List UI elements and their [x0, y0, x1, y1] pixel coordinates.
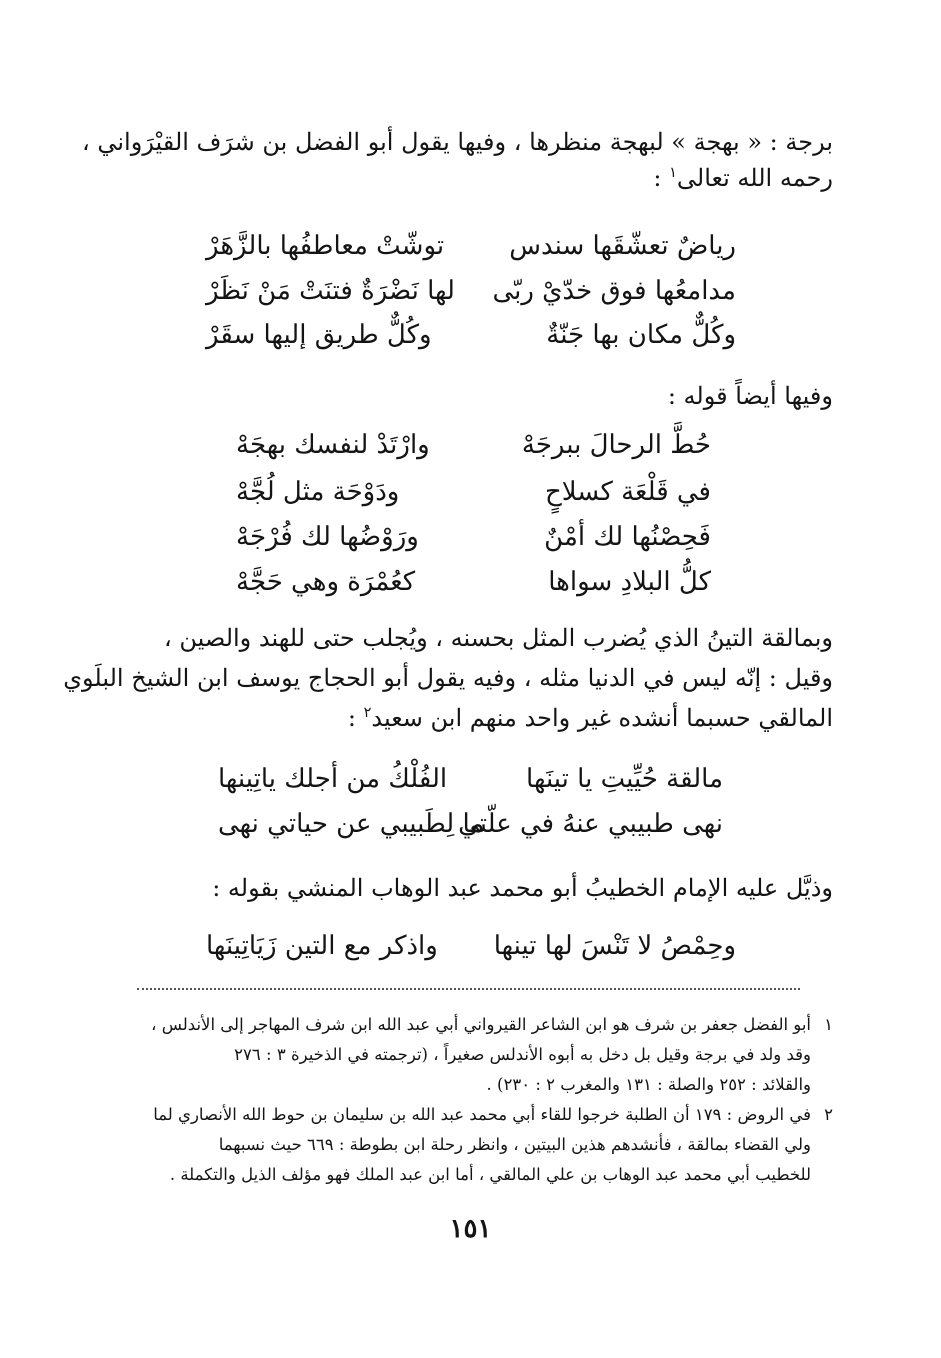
poem3-hemistich-first: مالقة حُيِّيتِ يا تينَها [526, 764, 723, 794]
poem4-hemistich-second: واذكر مع التين زَيَاتِينَها [206, 931, 438, 961]
poem2-hemistich-second: ورَوْضُها لك فُرْجَهْ [236, 522, 419, 552]
intro-paragraph [82, 124, 833, 196]
footnote-line: للخطيب أبي محمد عبد الوهاب بن علي المالقي ، أما ابن عبد الملك فهو مؤلف الذيل والتكملة . [169, 1165, 811, 1184]
poem3-hemistich-second: الفُلْكُ من أجلك ياتِينها [218, 764, 448, 794]
figs-line-3-text: المالقي حسبما أنشده غير واحد منهم ابن سعيد [371, 704, 833, 732]
poem2-hemistich-second: وارْتَدْ لنفسك بهجَهْ [236, 430, 430, 460]
intro-line-1: برجة : « بهجة » لبهجة منظرها ، وفيها يقول أبو الفضل بن شرَف القيْرَواني ، [82, 128, 833, 156]
poem1-verse [206, 270, 736, 312]
poem2-hemistich-first: فَحِصْنُها لك أمْنٌ [544, 522, 711, 552]
poem1-hemistich-second: توشّتْ معاطفُها بالزَّهَرْ [206, 231, 445, 261]
intro-line-2-text: رحمه الله تعالى [676, 164, 833, 192]
poem2-verse [236, 516, 711, 558]
intro3-line: وذيَّل عليه الإمام الخطيبُ أبو محمد عبد الوهاب المنشي بقوله : [212, 874, 833, 902]
poem1-hemistich-first: رياضٌ تعشّقَها سندس [509, 231, 736, 261]
figs-line-1: وبمالقة التينُ الذي يُضرب المثل بحسنه ، ويُجلب حتى للهند والصين ، [164, 624, 833, 652]
poem3-verse [218, 803, 723, 845]
figs-line-2: وقيل : إنّه ليس في الدنيا مثله ، وفيه يقول أبو الحجاج يوسف ابن الشيخ البلَوي [63, 664, 833, 692]
intro-line-2 [133, 160, 833, 196]
footnote-ref-1: ١ [669, 165, 677, 181]
poem2-verse [236, 471, 711, 513]
footnote-2 [133, 1100, 833, 1190]
intro2-line: وفيها أيضاً قوله : [667, 382, 833, 410]
poem3-hemistich-first: نهى طبيبي عنهُ في علّتي [458, 809, 723, 839]
footnote-line: والقلائد : ٢٥٢ والصلة : ١٣١ والمغرب ٢ : ٢٣٠) . [486, 1075, 811, 1094]
footnote-line [133, 1010, 833, 1040]
page-number: ١٥١ [449, 1214, 492, 1244]
footnote-number: ٢ [824, 1105, 833, 1124]
poem1-hemistich-first: وكُلٌّ مكان بها جَنّةٌ [546, 320, 736, 350]
footnote-divider [137, 988, 800, 990]
poem2-hemistich-first: كلُّ البلادِ سواها [548, 567, 711, 597]
poem3-hemistich-second: ما لِطَبيبي عن حياتي نهى [218, 809, 485, 839]
footnote-ref-2: ٢ [363, 705, 372, 721]
poem1-hemistich-second: لها نَضْرَةٌ فتنَتْ مَنْ نَظَرْ [206, 276, 455, 306]
poem2-verse [236, 561, 711, 603]
footnote-number: ١ [824, 1015, 833, 1034]
poem3-verse [218, 758, 723, 800]
poem2-hemistich-first: في قَلْعَة كسلاحٍ [544, 477, 711, 507]
footnote-text: أبو الفضل جعفر بن شرف هو ابن الشاعر القيرواني أبي عبد الله ابن شرف المهاجر إلى الأندلس ، [151, 1015, 811, 1034]
poem2-hemistich-second: ودَوْحَة مثل لُجَّهْ [236, 477, 400, 507]
figs-colon: : [347, 704, 356, 732]
poem1-verse [206, 225, 736, 267]
intro-colon: : [653, 164, 662, 192]
footnote-1 [133, 1010, 833, 1100]
poem2-hemistich-second: كعُمْرَة وهي حَجَّهْ [236, 567, 416, 597]
poem4-hemistich-first: وحِمْصُ لا تَنْسَ لها تينها [493, 931, 736, 961]
footnote-text: في الروض : ١٧٩ أن الطلبة خرجوا للقاء أبي محمد عبد الله بن سليمان بن حوط الله الأنصاري لما [153, 1105, 811, 1124]
footnote-line [133, 1100, 833, 1130]
figs-line-3 [133, 700, 833, 736]
poem1-verse [206, 314, 736, 356]
footnote-line: وقد ولد في برجة وقيل بل دخل به أبوه الأندلس صغيراً ، (ترجمته في الذخيرة ٣ : ٢٧٦ [234, 1045, 811, 1064]
poem4-verse [206, 925, 736, 967]
poem1-hemistich-second: وكُلٌّ طريق إليها سقَرْ [206, 320, 432, 350]
footnotes [133, 1010, 833, 1190]
poem1-hemistich-first: مدامعُها فوق خدّيْ ربّى [492, 276, 736, 306]
figs-paragraph [63, 620, 833, 736]
poem2-hemistich-first: حُطَّ الرحالَ ببرجَهْ [521, 430, 711, 460]
footnote-line: ولي القضاء بمالقة ، فأنشدهم هذين البيتين ، وانظر رحلة ابن بطوطة : ٦٦٩ حيث نسبهما [218, 1135, 811, 1154]
poem2-verse [236, 424, 711, 466]
